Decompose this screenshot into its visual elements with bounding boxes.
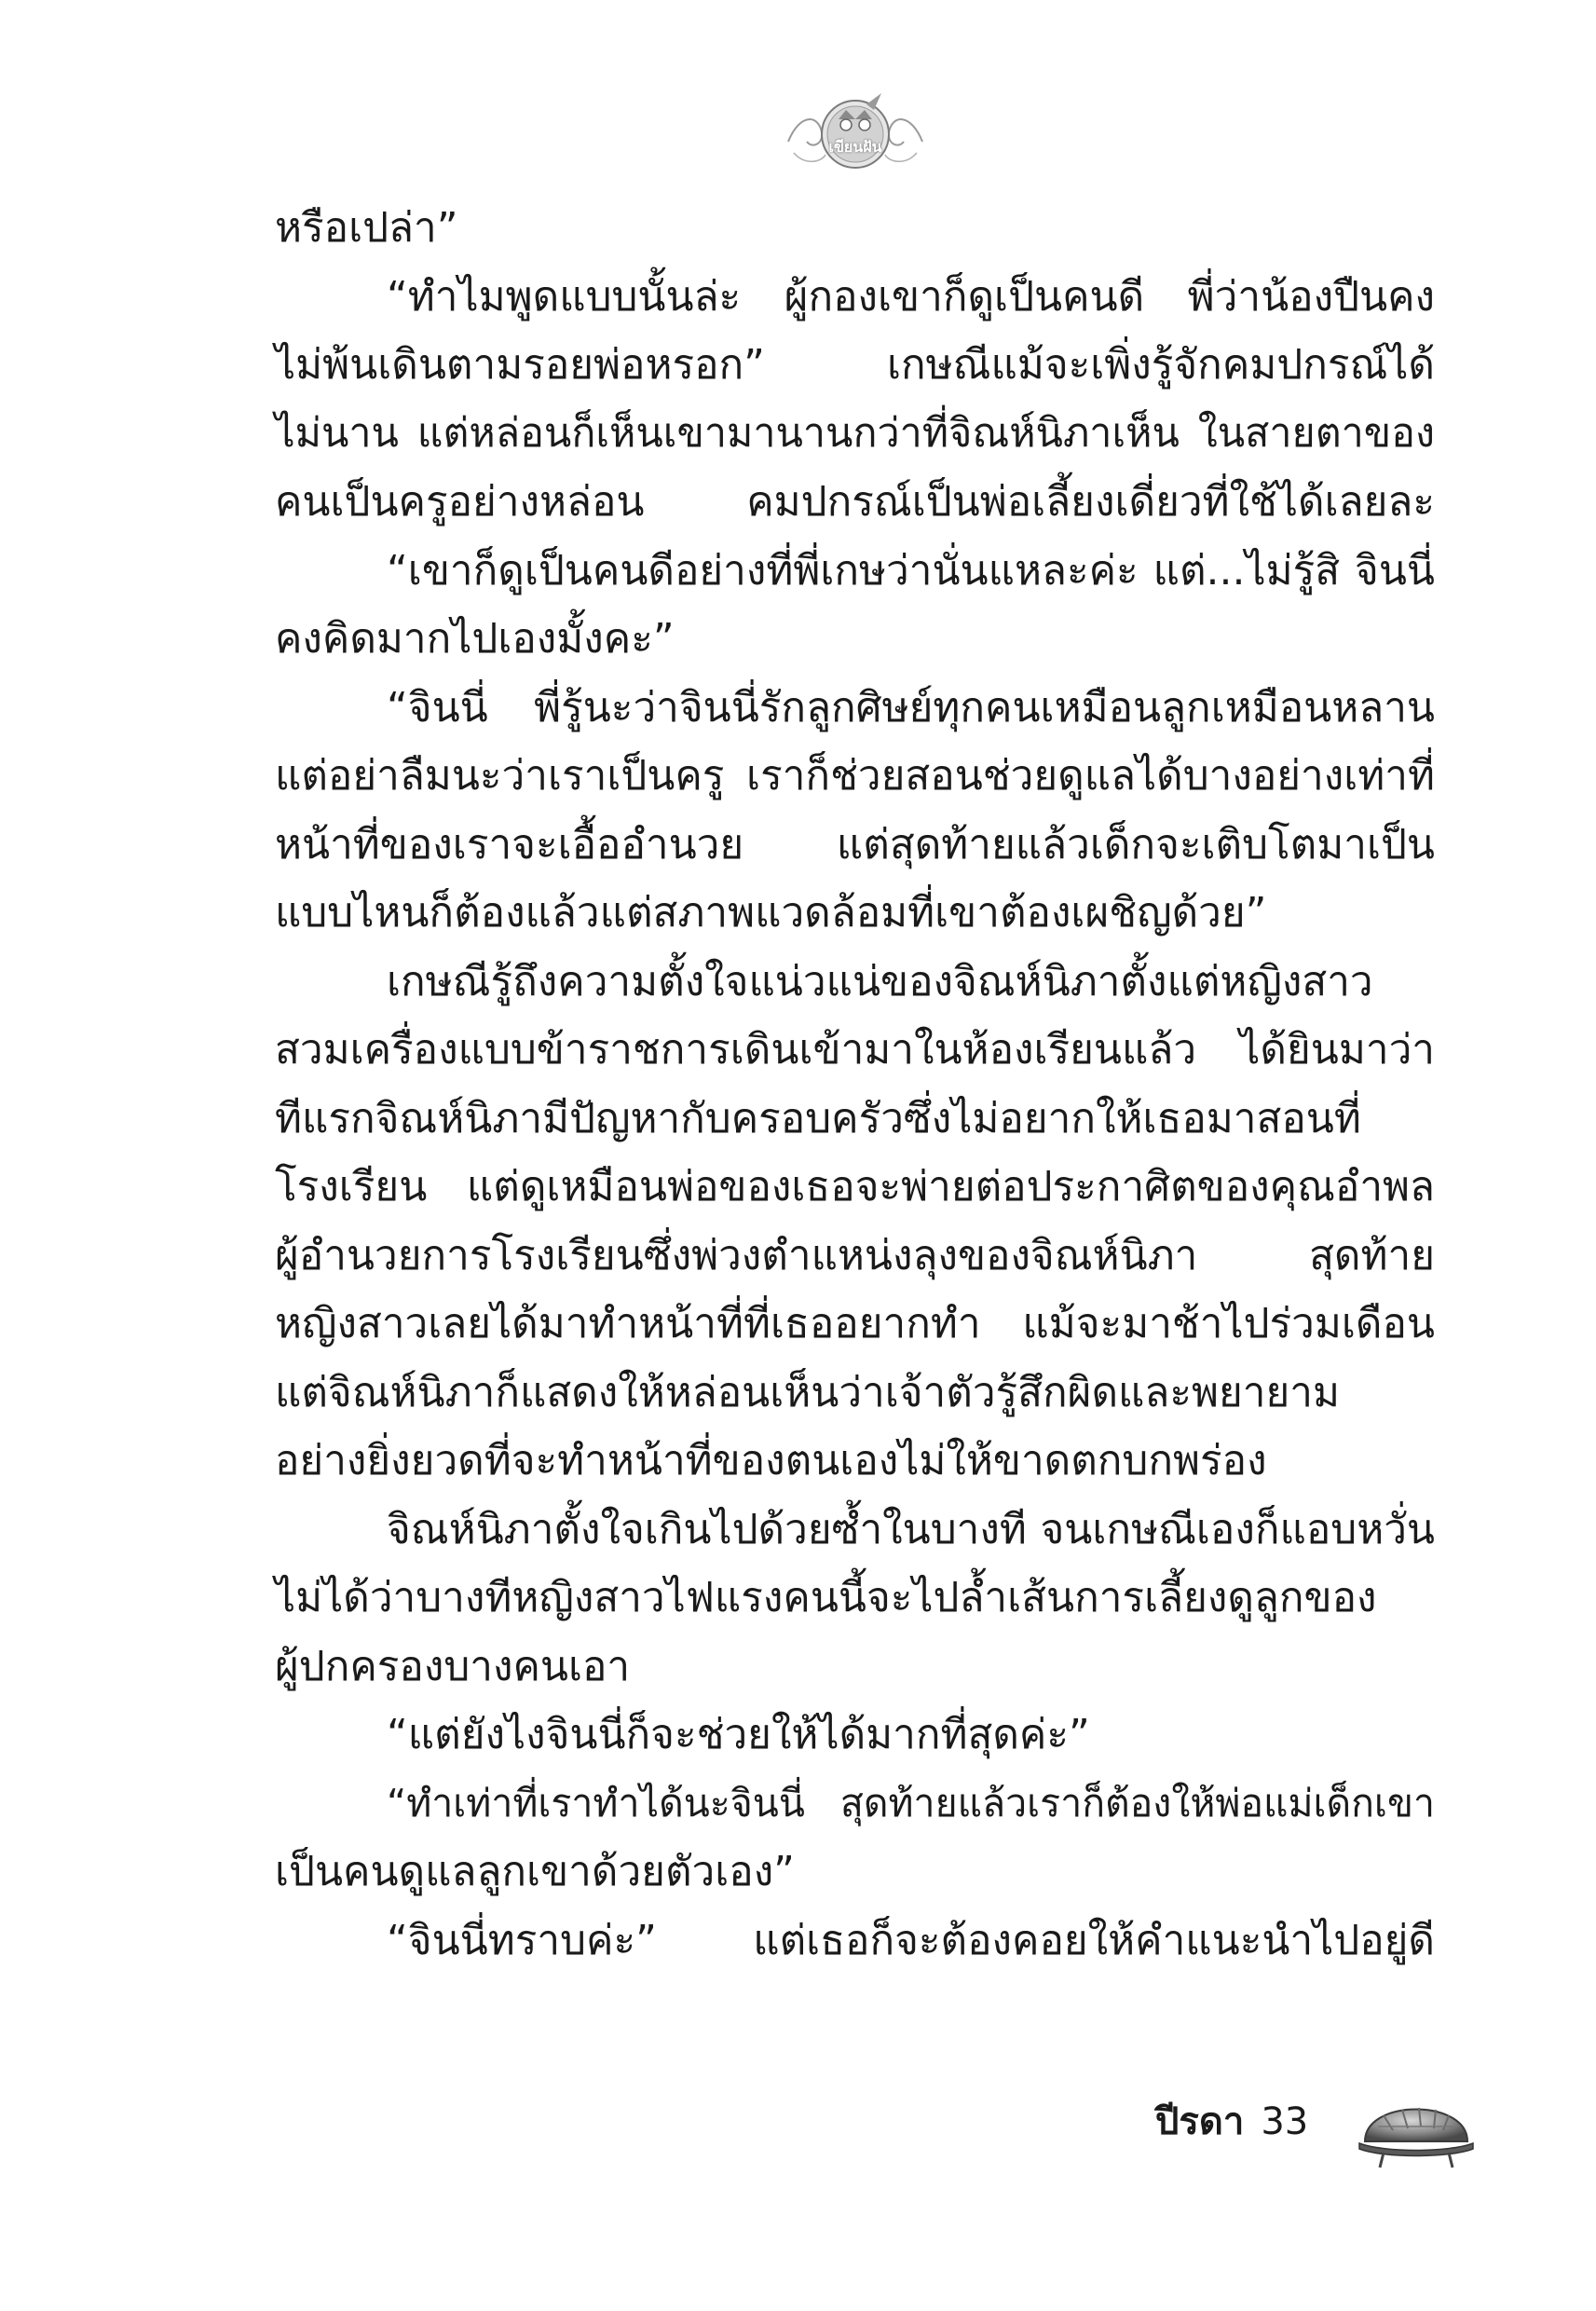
text-line: ผู้อำนวยการโรงเรียนซึ่งพ่วงตำแหน่งลุงของจิณห์นิภา สุดท้าย [275, 1231, 1435, 1279]
text-line: ไม่นาน แต่หล่อนก็เห็นเขามานานกว่าที่จิณห์นิภาเห็น ในสายตาของ [275, 409, 1435, 457]
text-line: ไม่ได้ว่าบางทีหญิงสาวไฟแรงคนนี้จะไปล้ำเส้นการเลี้ยงดูลูกของ [275, 1574, 1377, 1621]
ornamental-chapter-logo-icon [781, 76, 930, 188]
body-text [275, 194, 1435, 1975]
text-line: แต่อย่าลืมนะว่าเราเป็นครู เราก็ช่วยสอนช่วยดูแลได้บางอย่างเท่าที่ [275, 752, 1435, 800]
text-line: หรือเปล่า” [275, 204, 458, 252]
text-line: “เขาก็ดูเป็นคนดีอย่างที่พี่เกษว่านั่นแหละค่ะ แต่...ไม่รู้สิ จินนี่ [387, 546, 1435, 595]
page-number: 33 [1261, 2100, 1309, 2143]
text-line: เกษณีรู้ถึงความตั้งใจแน่วแน่ของจิณห์นิภาตั้งแต่หญิงสาว [387, 957, 1373, 1005]
logo-text: เขียนฝัน [828, 138, 882, 156]
text-line: “จินนี่ทราบค่ะ” แต่เธอก็จะต้องคอยให้คำแนะนำไปอยู่ดี [387, 1916, 1435, 1964]
text-line: ทีแรกจิณห์นิภามีปัญหากับครอบครัวซึ่งไม่อยากให้เธอมาสอนที่ [275, 1094, 1361, 1142]
folio [1155, 2099, 1308, 2145]
text-line: หญิงสาวเลยได้มาทำหน้าที่ที่เธออยากทำ แม้จะมาช้าไปร่วมเดือน [275, 1300, 1435, 1347]
text-line: “ทำเท่าที่เราทำได้นะจินนี่ สุดท้ายแล้วเราก็ต้องให้พ่อแม่เด็กเขา [387, 1780, 1435, 1826]
text-line: ผู้ปกครองบางคนเอา [275, 1642, 631, 1690]
text-line: แต่จิณห์นิภาก็แสดงให้หล่อนเห็นว่าเจ้าตัวรู้สึกผิดและพยายาม [275, 1368, 1340, 1416]
text-line: ไม่พ้นเดินตามรอยพ่อหรอก” เกษณีแม้จะเพิ่งรู้จักคมปกรณ์ได้ [275, 341, 1435, 389]
text-line: “แต่ยังไงจินนี่ก็จะช่วยให้ได้มากที่สุดค่ะ” [387, 1711, 1090, 1758]
page-footer [1155, 2078, 1547, 2171]
text-line: เป็นคนดูแลลูกเขาด้วยตัวเอง” [275, 1848, 795, 1895]
text-line: อย่างยิ่งยวดที่จะทำหน้าที่ของตนเองไม่ให้ขาดตกบกพร่อง [275, 1437, 1267, 1484]
text-line: โรงเรียน แต่ดูเหมือนพ่อของเธอจะพ่ายต่อประกาศิตของคุณอำพล [275, 1163, 1435, 1210]
text-line: “จินนี่ พี่รู้นะว่าจินนี่รักลูกศิษย์ทุกคนเหมือนลูกเหมือนหลาน [387, 683, 1435, 732]
text-line: แบบไหนก็ต้องแล้วแต่สภาพแวดล้อมที่เขาต้องเผชิญด้วย” [275, 889, 1267, 937]
text-line: “ทำไมพูดแบบนั้นล่ะ ผู้กองเขาก็ดูเป็นคนดี พี่ว่าน้องปืนคง [387, 272, 1435, 321]
text-line: สวมเครื่องแบบข้าราชการเดินเข้ามาในห้องเรียนแล้ว ได้ยินมาว่า [275, 1026, 1435, 1073]
text-line: จิณห์นิภาตั้งใจเกินไปด้วยซ้ำในบางที จนเกษณีเองก็แอบหวั่น [387, 1505, 1435, 1553]
text-line: คนเป็นครูอย่างหล่อน คมปกรณ์เป็นพ่อเลี้ยงเดี่ยวที่ใช้ได้เลยละ [275, 478, 1435, 526]
army-helmet-icon [1356, 2078, 1477, 2171]
author-name: ปีรดา [1155, 2100, 1245, 2143]
text-line: คงคิดมากไปเองมั้งคะ” [275, 615, 675, 663]
text-line: หน้าที่ของเราจะเอื้ออำนวย แต่สุดท้ายแล้วเด็กจะเติบโตมาเป็น [275, 820, 1435, 868]
